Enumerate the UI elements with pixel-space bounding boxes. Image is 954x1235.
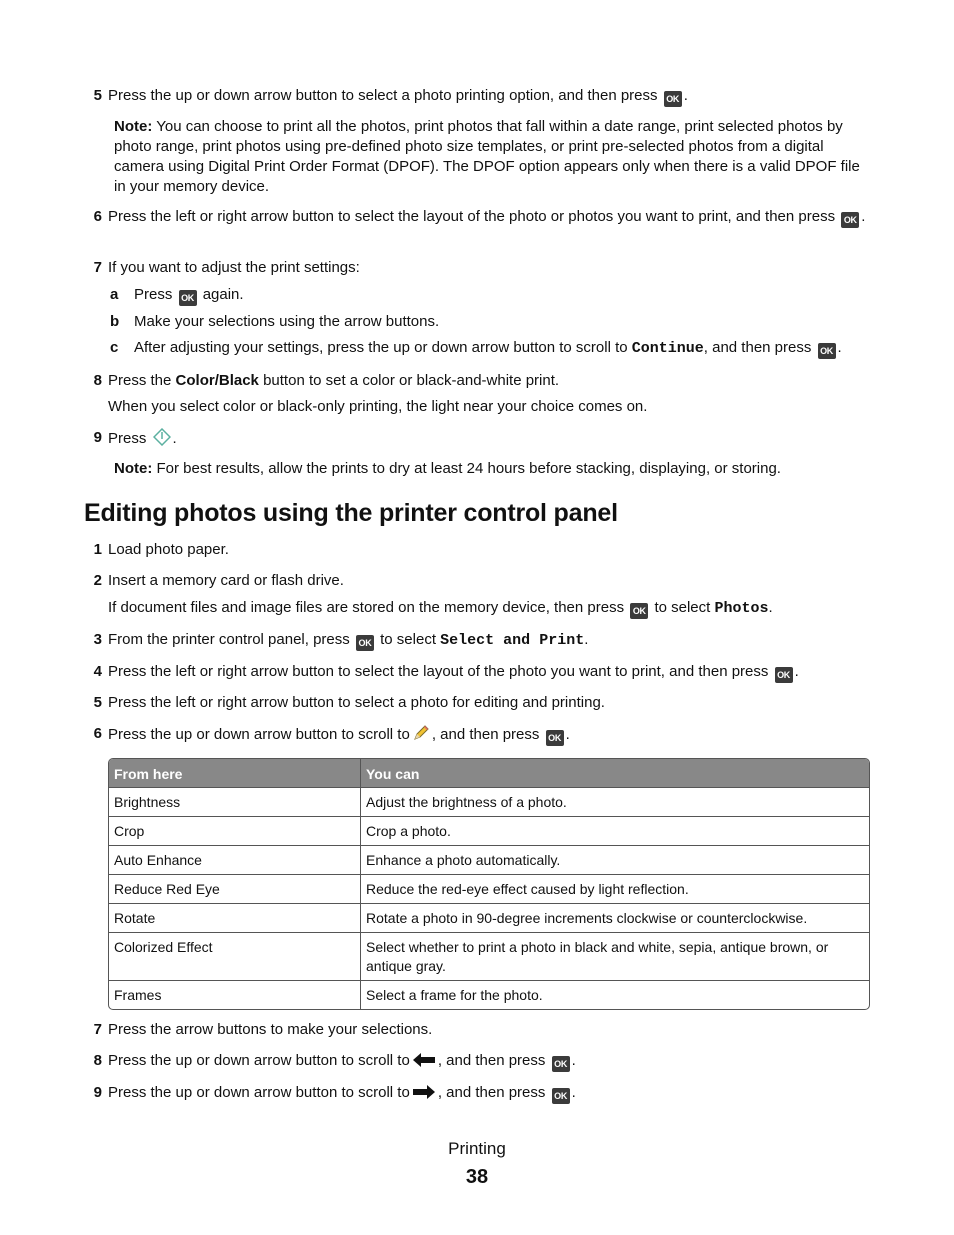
start-diamond-icon [153, 428, 171, 452]
step-text: Press the up or down arrow button to select a photo printing option, and then press [108, 87, 658, 104]
pencil-edit-icon [412, 724, 430, 748]
ok-button-icon: OK [552, 1056, 570, 1072]
table-cell: Crop [109, 816, 361, 845]
table-row [109, 980, 869, 1009]
table-cell: Frames [109, 980, 361, 1009]
ok-button-icon: OK [179, 290, 197, 306]
table-cell: Enhance a photo automatically. [361, 845, 869, 874]
column-header: You can [361, 759, 869, 787]
table-cell: Select whether to print a photo in black and white, sepia, antique brown, or antique gray. [361, 932, 869, 980]
table-cell: Adjust the brightness of a photo. [361, 787, 869, 816]
ok-button-icon: OK [356, 635, 374, 651]
table-cell: Select a frame for the photo. [361, 980, 869, 1009]
edit-step-2-paragraph: If document files and image files are stored on the memory device, then press OK to select Photos. [108, 599, 773, 617]
table-cell: Brightness [109, 787, 361, 816]
table-cell: Reduce the red-eye effect caused by light reflection. [361, 874, 869, 903]
ok-button-icon: OK [664, 91, 682, 107]
table-cell: Crop a photo. [361, 816, 869, 845]
table-cell: Auto Enhance [109, 845, 361, 874]
column-header: From here [109, 759, 361, 787]
ok-button-icon: OK [552, 1088, 570, 1104]
ok-button-icon: OK [841, 212, 859, 228]
table-row [109, 816, 869, 845]
ok-button-icon: OK [775, 667, 793, 683]
table-cell: Rotate [109, 903, 361, 932]
table-cell: Colorized Effect [109, 932, 361, 980]
ok-button-icon: OK [818, 343, 836, 359]
back-arrow-icon [412, 1052, 436, 1074]
step-8-paragraph: When you select color or black-only printing, the light near your choice comes on. [108, 398, 648, 415]
footer-section-title: Printing [448, 1139, 506, 1158]
ok-button-icon: OK [630, 603, 648, 619]
table-row [109, 874, 869, 903]
next-arrow-icon [412, 1084, 436, 1106]
ok-button-icon: OK [546, 730, 564, 746]
note-print-options: Note: You can choose to print all the photos, print photos that fall within a date range, print selected photos by photo range, print photos using pre-defined photo size templates, or print pre-selected photos from a digital camera using Digital Print Order Format (DPOF). The DPOF option appears only when there is a valid DPOF file in your memory device. [114, 118, 860, 195]
table-row [109, 845, 869, 874]
table-cell: Rotate a photo in 90-degree increments clockwise or counterclockwise. [361, 903, 869, 932]
table-header-row [109, 759, 869, 787]
note-drying: Note: For best results, allow the prints to dry at least 24 hours before stacking, displaying, or storing. [114, 460, 781, 477]
table-row [109, 932, 869, 980]
page-number: 38 [465, 1166, 489, 1188]
table-row [109, 903, 869, 932]
section-heading: Editing photos using the printer control panel [84, 499, 618, 527]
edit-options-table [108, 758, 870, 1010]
table-row [109, 787, 869, 816]
table-cell: Reduce Red Eye [109, 874, 361, 903]
